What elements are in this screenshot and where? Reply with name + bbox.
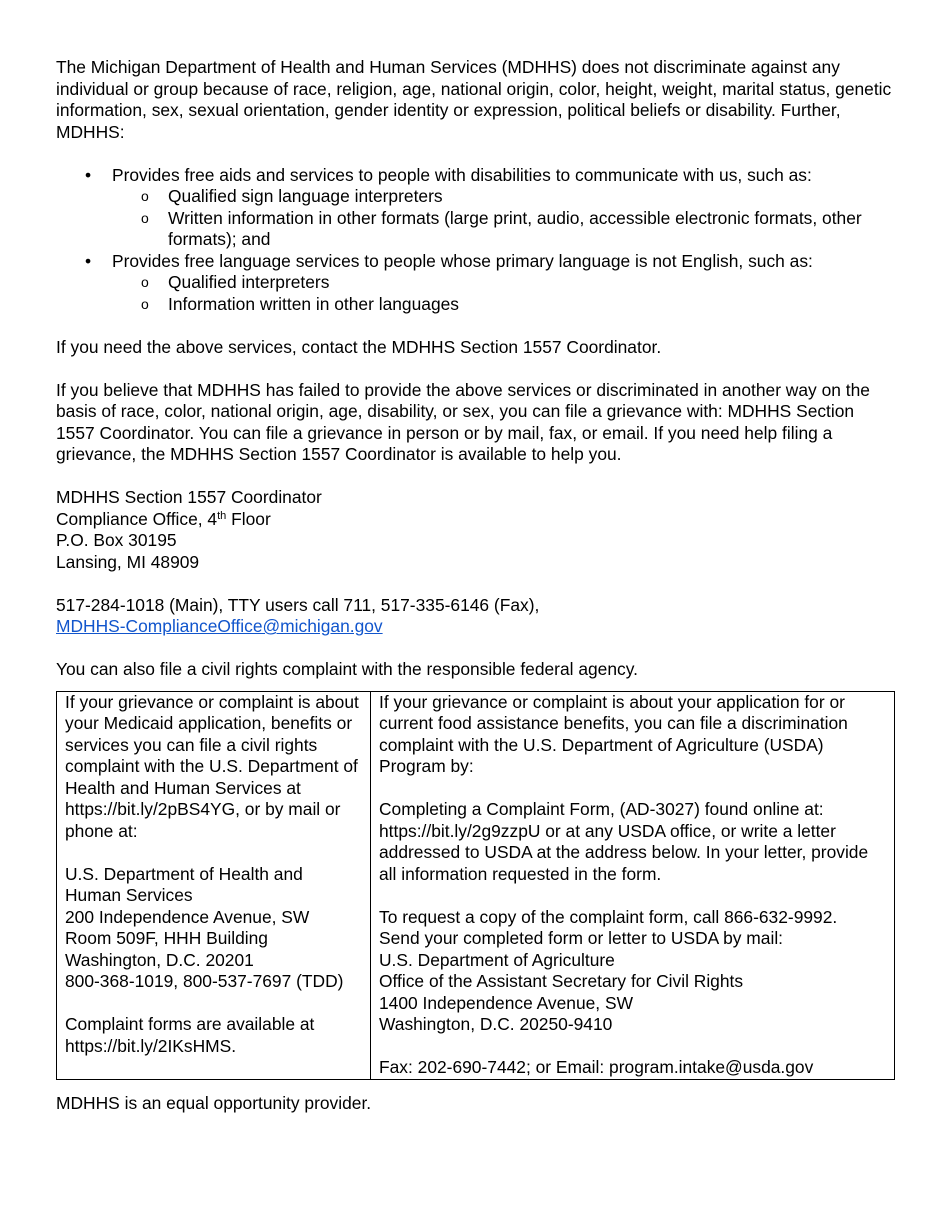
contact-line: If you need the above services, contact the MDHHS Section 1557 Coordinator.: [56, 336, 662, 357]
bullet-icon: •: [85, 164, 92, 185]
sub-item-text: Information written in other languages: [168, 293, 459, 314]
usda-line: To request a copy of the complaint form, call 866-632-9992.: [379, 906, 838, 927]
usda-cell: [371, 691, 895, 1079]
list-item: [56, 165, 896, 251]
circle-bullet-icon: o: [141, 188, 149, 204]
usda-paragraph: If your grievance or complaint is about your application for or current food assistance benefits, you can file a discrimination complaint with the U.S. Department of Agriculture (USDA) Program by:: [379, 691, 848, 776]
sub-list: [112, 272, 896, 315]
ordinal-suffix: th: [217, 509, 227, 522]
usda-line: Send your completed form or letter to USDA by mail:: [379, 928, 784, 948]
federal-intro: You can also file a civil rights complaint with the responsible federal agency.: [56, 659, 638, 679]
hhs-address-line: Room 509F, HHH Building: [65, 928, 268, 948]
usda-line: Office of the Assistant Secretary for Civil Rights: [379, 971, 744, 991]
circle-bullet-icon: o: [141, 274, 149, 290]
circle-bullet-icon: o: [141, 295, 149, 312]
hhs-forms-note: Complaint forms are available at https://bit.ly/2IKsHMS.: [65, 1014, 315, 1056]
intro-paragraph: The Michigan Department of Health and Human Services (MDHHS) does not discriminate against any individual or group because of race, religion, age, national origin, color, height, weight, marital status, genetic information, sex, sexual orientation, gender identity or expression, political beliefs or disability. Further, MDHHS:: [56, 57, 892, 142]
sub-item-text: Qualified interpreters: [168, 272, 330, 292]
hhs-address-line: 200 Independence Avenue, SW: [65, 906, 310, 927]
coordinator-address: [56, 487, 896, 573]
phone-numbers: 517-284-1018 (Main), TTY users call 711, 517-335-6146 (Fax),: [56, 594, 540, 615]
hhs-phone-line: 800-368-1019, 800-537-7697 (TDD): [65, 971, 344, 991]
sub-item-text: Written information in other formats (large print, audio, accessible electronic formats, other formats); and: [168, 207, 862, 249]
bullet-text: Provides free aids and services to people with disabilities to communicate with us, such as:: [112, 164, 812, 185]
address-line: [56, 509, 896, 531]
address-line: MDHHS Section 1557 Coordinator: [56, 487, 322, 507]
closing-statement: MDHHS is an equal opportunity provider.: [56, 1092, 372, 1113]
hhs-address-line: U.S. Department of Health and Human Services: [65, 863, 303, 905]
bullet-icon: •: [85, 250, 92, 271]
hhs-address-line: Washington, D.C. 20201: [65, 949, 254, 970]
services-list: [56, 165, 896, 316]
circle-bullet-icon: o: [141, 209, 149, 226]
address-line: Lansing, MI 48909: [56, 551, 200, 572]
bullet-text: Provides free language services to people whose primary language is not English, such as:: [112, 250, 813, 271]
list-item: [112, 294, 896, 316]
usda-line: 1400 Independence Avenue, SW: [379, 992, 633, 1013]
usda-line: U.S. Department of Agriculture: [379, 949, 615, 970]
list-item: [56, 251, 896, 316]
sub-item-text: Qualified sign language interpreters: [168, 186, 443, 206]
usda-form-paragraph: Completing a Complaint Form, (AD-3027) found online at: https://bit.ly/2g9zzpU or at any USDA office, or write a letter addressed to USDA at the address below. In your letter, provide all information requested in the form.: [379, 799, 869, 884]
address-line-text: Compliance Office, 4: [56, 508, 218, 529]
table-row: [57, 691, 895, 1079]
list-item: [112, 208, 896, 251]
list-item: [112, 186, 896, 208]
usda-line: Washington, D.C. 20250-9410: [379, 1014, 613, 1034]
hhs-paragraph: If your grievance or complaint is about your Medicaid application, benefits or services you can file a civil rights complaint with the U.S. Department of Health and Human Services at https://bit.ly/2pBS4YG, or by mail or phone at:: [65, 691, 359, 841]
nondiscrimination-notice: [56, 57, 896, 1114]
usda-fax-email: Fax: 202-690-7442; or Email: program.intake@usda.gov: [379, 1057, 814, 1077]
compliance-email-link[interactable]: MDHHS-ComplianceOffice@michigan.gov: [56, 616, 383, 636]
address-line: P.O. Box 30195: [56, 530, 177, 550]
address-line-text: Floor: [226, 508, 271, 529]
grievance-paragraph: If you believe that MDHHS has failed to provide the above services or discriminated in another way on the basis of race, color, national origin, age, disability, or sex, you can file a grievance with: MDHHS Section 1557 Coordinator. You can file a grievance in person or by mail, fax, or email. If you need help filing a grievance, the MDHHS Section 1557 Coordinator is available to help you.: [56, 379, 870, 464]
federal-agencies-table: [56, 691, 895, 1080]
list-item: [112, 272, 896, 294]
sub-list: [112, 186, 896, 251]
hhs-cell: [57, 691, 371, 1079]
